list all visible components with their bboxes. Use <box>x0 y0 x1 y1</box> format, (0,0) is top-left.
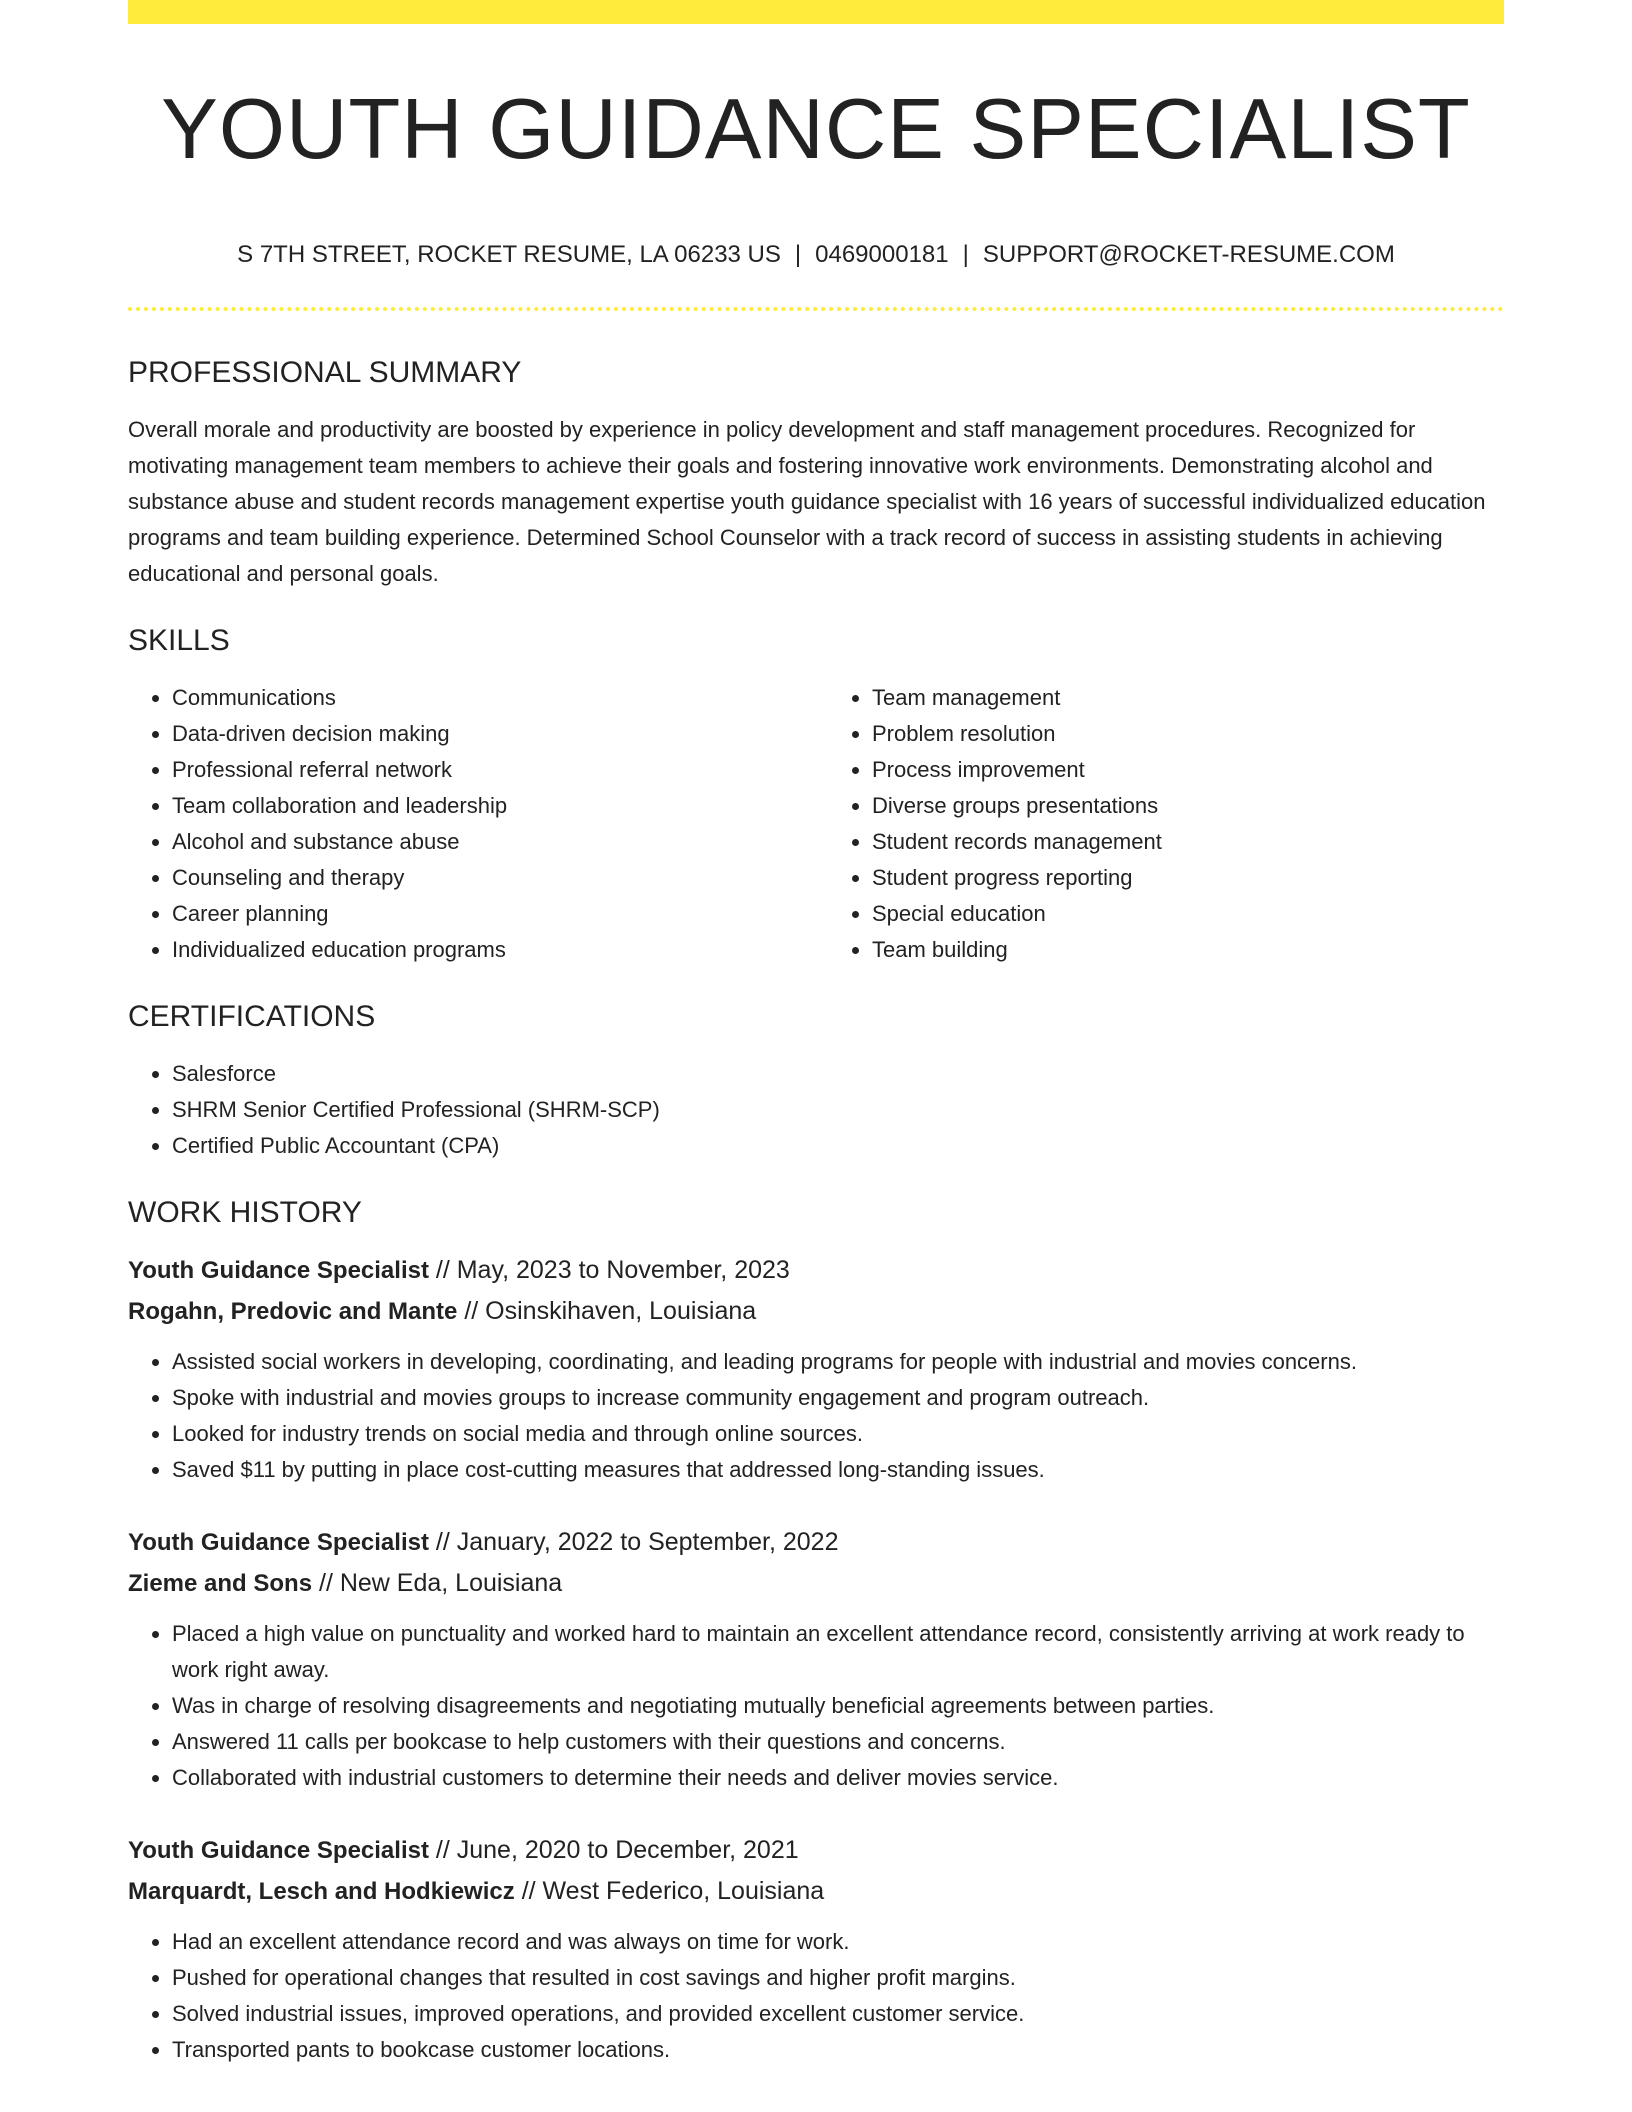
skill-item: • Team management <box>872 680 1504 716</box>
job-bullet: • Solved industrial issues, improved operations, and provided excellent customer service. <box>172 1996 1504 2032</box>
job-bullets <box>128 1344 1504 1488</box>
candidate-title: YOUTH GUIDANCE SPECIALIST <box>161 82 1471 177</box>
job-role-line <box>128 1830 1504 1871</box>
certification-item: • Salesforce <box>172 1056 1504 1092</box>
contact-separator: | <box>962 241 969 268</box>
skill-item: • Team building <box>872 932 1504 968</box>
resume-body <box>128 352 1504 2068</box>
contact-line <box>128 238 1504 272</box>
skill-item: • Professional referral network <box>172 752 804 788</box>
job-role-line <box>128 1522 1504 1563</box>
skill-item: • Student records management <box>872 824 1504 860</box>
skill-item: • Process improvement <box>872 752 1504 788</box>
skill-item: • Alcohol and substance abuse <box>172 824 804 860</box>
job-dates: // January, 2022 to September, 2022 <box>428 1528 839 1556</box>
contact-email: SUPPORT@ROCKET-RESUME.COM <box>982 241 1395 268</box>
job-dates: // June, 2020 to December, 2021 <box>428 1836 799 1864</box>
job-bullet: • Transported pants to bookcase customer locations. <box>172 2032 1504 2068</box>
skill-item: • Individualized education programs <box>172 932 804 968</box>
job-bullet: • Was in charge of resolving disagreements and negotiating mutually beneficial agreements between parties. <box>172 1688 1504 1724</box>
skills-section <box>128 620 1504 968</box>
certifications-section <box>128 996 1504 1164</box>
job-location: // Osinskihaven, Louisiana <box>457 1297 757 1325</box>
job-bullet: • Pushed for operational changes that resulted in cost savings and higher profit margins. <box>172 1960 1504 1996</box>
job-bullets <box>128 1616 1504 1796</box>
job-role: Youth Guidance Specialist <box>128 1529 429 1556</box>
certification-item: • Certified Public Accountant (CPA) <box>172 1128 1504 1164</box>
job-company: Zieme and Sons <box>128 1570 313 1597</box>
job-bullet: • Placed a high value on punctuality and worked hard to maintain an excellent attendance record, consistently arriving at work ready to work right away. <box>172 1616 1504 1688</box>
job-location: // West Federico, Louisiana <box>514 1877 825 1905</box>
skill-item: • Diverse groups presentations <box>872 788 1504 824</box>
job-entry <box>128 1250 1504 1488</box>
certifications-heading: CERTIFICATIONS <box>128 1000 376 1033</box>
contact-phone: 0469000181 <box>815 241 949 268</box>
job-dates: // May, 2023 to November, 2023 <box>428 1256 790 1284</box>
job-bullets <box>128 1924 1504 2068</box>
job-role: Youth Guidance Specialist <box>128 1257 429 1284</box>
summary-text: Overall morale and productivity are boosted by experience in policy development and staff management procedures. Recognized for motivating management team members to achieve their goals and fostering innovative work environments. Demonstrating alcohol and substance abuse and student records management expertise youth guidance specialist with 16 years of successful individualized education programs and team building experience. Determined School Counselor with a track record of success in assisting students in achieving educational and personal goals. <box>128 417 1486 586</box>
skill-item: • Special education <box>872 896 1504 932</box>
skills-list-right <box>828 680 1504 968</box>
job-company: Rogahn, Predovic and Mante <box>128 1298 458 1325</box>
dotted-divider <box>128 307 1504 311</box>
skill-item: • Communications <box>172 680 804 716</box>
skills-heading: SKILLS <box>128 624 230 657</box>
work-history-section <box>128 1192 1504 2068</box>
job-company-line <box>128 1291 1504 1332</box>
certifications-list <box>128 1056 1504 1164</box>
job-company-line <box>128 1563 1504 1604</box>
job-entry <box>128 1830 1504 2068</box>
job-bullet: • Had an excellent attendance record and was always on time for work. <box>172 1924 1504 1960</box>
job-bullet: • Assisted social workers in developing, coordinating, and leading programs for people with industrial and movies concerns. <box>172 1344 1504 1380</box>
skill-item: • Counseling and therapy <box>172 860 804 896</box>
skill-item: • Team collaboration and leadership <box>172 788 804 824</box>
skill-item: • Data-driven decision making <box>172 716 804 752</box>
job-location: // New Eda, Louisiana <box>312 1569 563 1597</box>
accent-top-bar <box>128 0 1504 24</box>
job-bullet: • Saved $11 by putting in place cost-cutting measures that addressed long-standing issues. <box>172 1452 1504 1488</box>
certification-item: • SHRM Senior Certified Professional (SHRM-SCP) <box>172 1092 1504 1128</box>
job-company: Marquardt, Lesch and Hodkiewicz <box>128 1878 515 1905</box>
job-role: Youth Guidance Specialist <box>128 1837 429 1864</box>
skills-columns <box>128 680 1504 968</box>
skills-list-left <box>128 680 804 968</box>
contact-address: S 7TH STREET, ROCKET RESUME, LA 06233 US <box>237 241 781 268</box>
job-role-line <box>128 1250 1504 1291</box>
job-company-line <box>128 1871 1504 1912</box>
work-history-heading: WORK HISTORY <box>128 1196 362 1229</box>
summary-heading: PROFESSIONAL SUMMARY <box>128 356 522 389</box>
summary-section <box>128 352 1504 592</box>
job-bullet: • Looked for industry trends on social media and through online sources. <box>172 1416 1504 1452</box>
skill-item: • Problem resolution <box>872 716 1504 752</box>
skill-item: • Student progress reporting <box>872 860 1504 896</box>
job-entry <box>128 1522 1504 1796</box>
job-bullet: • Answered 11 calls per bookcase to help customers with their questions and concerns. <box>172 1724 1504 1760</box>
job-bullet: • Spoke with industrial and movies groups to increase community engagement and program outreach. <box>172 1380 1504 1416</box>
contact-separator: | <box>794 241 802 268</box>
skill-item: • Career planning <box>172 896 804 932</box>
job-bullet: • Collaborated with industrial customers to determine their needs and deliver movies service. <box>172 1760 1504 1796</box>
